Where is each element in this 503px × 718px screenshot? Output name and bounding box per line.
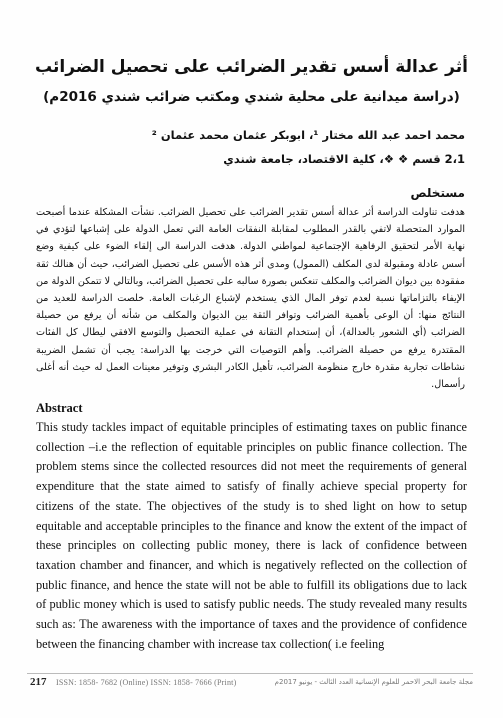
author-affiliation: 2،1 قسم ❖ ❖، كلية الاقتصاد، جامعة شندي — [223, 152, 465, 166]
english-abstract-heading: Abstract — [36, 401, 83, 415]
english-abstract-text: This study tackles impact of equitable principles of estimating taxes on public finance collection –i.e the reflection of equitable principles on public finance collection. The problem stems since the collected resources did not meet the requirements of general expenditure that the state aimed to satisfy of finally achieve special property for citizens of the state. The objectives of the study is to shed light on how to setup equitable and acceptable principles to the finance and know the extent of the impact of these principles on collecting public money, there is lack of confidence between taxation chamber and financer, and which is negatively reflected on the collection of public finance, and hence the state will not be able to fulfill its obligations due to lack of public money which is used to satisfy public needs. The study revealed many results such as: The awareness with the importance of taxes and the providence of confidence between the financing chamber with increase tax collection( i.e feeling — [36, 420, 467, 651]
page-number: 217 — [30, 676, 47, 688]
page-footer — [30, 676, 473, 694]
issn-info: ISSN: 1858- 7682 (Online) ISSN: 1858- 7666 (Print) — [56, 678, 237, 687]
arabic-abstract-text: هدفت تناولت الدراسة أثر عدالة أسس تقدير الضرائب على تحصيل الضرائب. نشأت المشكلة عندما أصبحت الموارد المتحصلة لاتفي بالقدر المطلوب لمقابلة النفقات العامة التي تعمل الدولة على إشباعها لتؤدي في نهاية الأمر لتحقيق الرفاهية الإجتماعية لمواطني الدولة. هدفت الدراسة الى إلقاء الضوء على كيفية وضع أسس عادلة ومقبولة لدى المكلف (الممول) ومدى أثر هذه الأسس على تحصيل الضرائب، حيث أن هنالك ثقة مفقودة بين ديوان الضرائب والمكلف تنعكس بصورة سالبه على تحصيل الضرائب، وبالتالي لا تتمكن الدولة من الإيفاء بالتزاماتها نسبة لعدم توفر المال الذي يستخدم لإشباع الرغبات العامة. خلصت الدراسة للعديد من النتائج منها: أن الوعى بأهمية الضرائب وتوافر الثقة بين الديوان والمكلف من شأنه أن يرفع من حصيلة الضرائب (أي الشعور بالعدالة)، أن إستخدام التقانة في عملية التحصيل والتوسع الافقي ليطال كل الفئات المقتدرة يرفع من حصيلة الضرائب. وأهم التوصيات التي خرجت بها الدراسة: يجب أن تشمل الضريبة نشاطات تجارية مقدرة خارج منظومة الضرائب، تأهيل الكادر البشري وتوفير معينات العمل له حيث أنه أغلى رأسمال. — [36, 207, 465, 391]
page-subtitle: (دراسة ميدانية على محلية شندي ومكتب ضرائب شندي 2016م) — [43, 89, 460, 105]
arabic-abstract-heading: مستخلص — [410, 186, 465, 200]
journal-name: مجلة جامعة البحر الاحمر للعلوم الإنسانية العدد الثالث - يونيو 2017م — [274, 678, 473, 686]
footer-divider — [27, 673, 473, 674]
page-title: أثر عدالة أسس تقدير الضرائب على تحصيل الضرائب — [35, 57, 468, 77]
author-list: محمد احمد عبد الله مختار ¹، ابوبكر عثمان محمد عثمان ² — [151, 128, 465, 142]
